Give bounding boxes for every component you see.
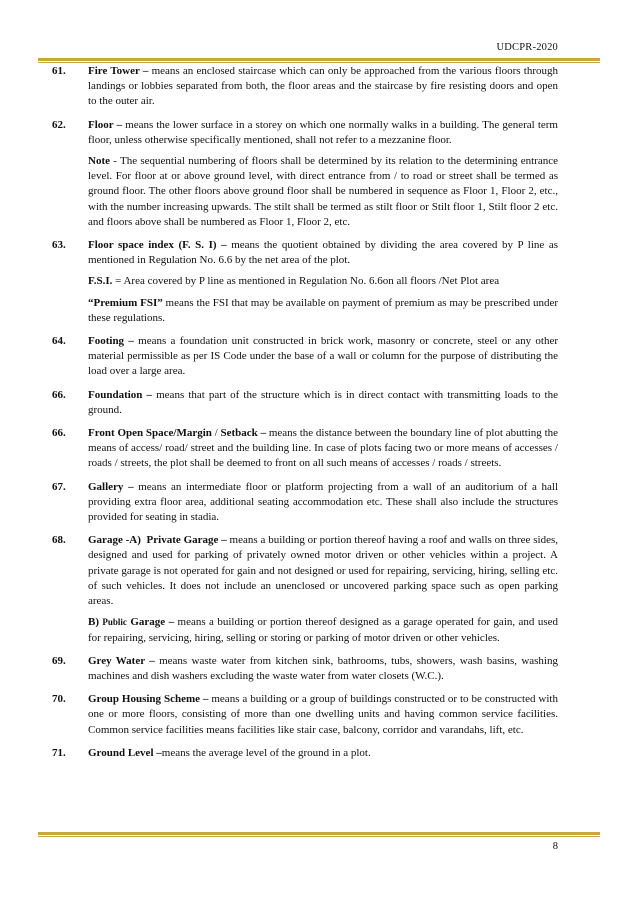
entry-number: 68. [52, 534, 66, 547]
definition-text: means an intermediate floor or platform projecting from a wall of an auditorium of a hall providing extra floor area, additional seating accommodation etc. These shall also include the structures provided for seating in stadia. [88, 480, 558, 524]
definition-text: means the average level of the ground in a plot. [161, 746, 371, 759]
term: Ground Level – [88, 746, 162, 759]
definition-66b [52, 426, 558, 472]
fsi-label: F.S.I. [88, 275, 113, 288]
header-rule [38, 58, 600, 63]
definition-66a [52, 388, 558, 418]
note-label: Note [88, 155, 110, 168]
definition-63 [52, 238, 558, 326]
entry-number: 70. [52, 693, 66, 706]
term: Foundation – [88, 388, 153, 401]
definition-64 [52, 334, 558, 380]
entry-number: 66. [52, 388, 66, 401]
premium-text: means the FSI that may be available on payment of premium as may be prescribed under these regulations. [88, 296, 558, 324]
term: Floor – [88, 118, 123, 131]
term: Gallery – [88, 480, 134, 493]
page-body [52, 64, 558, 769]
term: Grey Water – [88, 654, 155, 667]
sub-label: B) [88, 616, 99, 629]
entry-number: 61. [52, 65, 66, 77]
definition-text: means a building or portion thereof having a roof and walls on three sides, designed and used for parking of privately owned motor driven or other vehicles within a project. A private garage is not operated for gain and not designed or used for repairing, servicing, hiring, selling etc. of such vehicles. It does not include an unenclosed or uncovered parking space such as open parking areas. [88, 534, 558, 608]
sub-term-public: Public [102, 617, 127, 628]
term-separator: / [211, 427, 221, 440]
definition-text: means waste water from kitchen sink, bathrooms, tubs, showers, wash basins, washing machines and dish washers excluding the waste water from water closets (W.C.). [88, 654, 558, 682]
entry-number: 67. [52, 480, 66, 493]
page-number: 8 [552, 841, 558, 852]
definition-62 [52, 118, 558, 230]
term: Group Housing Scheme – [88, 693, 209, 706]
premium-label: “Premium FSI” [88, 296, 163, 309]
fsi-formula: = Area covered by P line as mentioned in Regulation No. 6.6on all floors /Net Plot area [112, 275, 500, 288]
definition-text: means the distance between the boundary line of plot abutting the means of access/ road/ street and the building line. In case of plots facing two or more means of accesses / roads / streets, the plot shall be deemed to front on all such means of accesses / roads / streets. [88, 427, 559, 470]
definition-text: means that part of the structure which is in direct contact with transmitting loads to the ground. [88, 388, 558, 416]
definition-text: means an enclosed staircase which can only be approached from the various floors through landings or lobbies separated from both, the floor areas and the staircase by fire resisting doors and open to the outer air. [88, 65, 559, 108]
definition-67 [52, 480, 558, 526]
entry-number: 71. [52, 746, 66, 759]
footer-rule [38, 832, 600, 837]
definition-text: means a foundation unit constructed in brick work, masonry or concrete, steel or any other material permissible as per IS Code under the base of a wall or column for the purpose of distributing the load over a large area. [88, 335, 559, 378]
entry-number: 63. [52, 239, 66, 252]
entry-number: 62. [52, 118, 66, 131]
term-secondary: Setback – [220, 427, 267, 440]
definition-68 [52, 533, 558, 645]
definition-text: means the quotient obtained by dividing the area covered by P line as mentioned in Regulation No. 6.6 by the net area of the plot. [88, 239, 559, 267]
sub-term-garage: Garage – [126, 616, 175, 629]
entry-number: 69. [52, 654, 66, 667]
term: Footing – [88, 335, 134, 348]
entry-number: 64. [52, 335, 66, 348]
definition-69 [52, 654, 558, 684]
definition-61 [52, 64, 558, 110]
term: Garage -A) Private Garage – [88, 534, 227, 547]
note-text: - The sequential numbering of floors shall be determined by its relation to the determining entrance level. For floor at or above ground level, with direct entrance from / to road or street shall be termed as ground floor. The other floors above ground floor shall be numbered in sequence as Floor 1, Floor 2, etc., with the number increasing upwards. The stilt shall be termed as stilt floor or Stilt floor 1, Stilt floor 2 etc. and floors above shall be numbered as Floor 1, Floor 2, etc. [88, 155, 558, 228]
term: Front Open Space/Margin [88, 427, 212, 440]
document-header: UDCPR-2020 [496, 42, 558, 53]
entry-number: 66. [52, 427, 66, 440]
definition-70 [52, 692, 558, 738]
sub-definition-text: means a building or portion thereof designed as a garage operated for gain, and used for repairing, servicing, hiring, selling or storing or parking of motor driven or other vehicles. [88, 616, 559, 644]
definition-text: means the lower surface in a storey on which one normally walks in a building. The general term floor, unless otherwise specifically mentioned, shall not refer to a mezzanine floor. [88, 118, 558, 146]
definition-71 [52, 746, 558, 761]
term: Fire Tower – [88, 65, 149, 77]
term: Floor space index (F. S. I) – [88, 239, 227, 252]
definition-text: means a building or a group of buildings constructed or to be constructed with one or more floors, consisting of more than one dwelling units and having common service facilities. Common service facilities means facilities like stair case, balcony, corridor and varandahs, lift, etc. [88, 693, 558, 736]
